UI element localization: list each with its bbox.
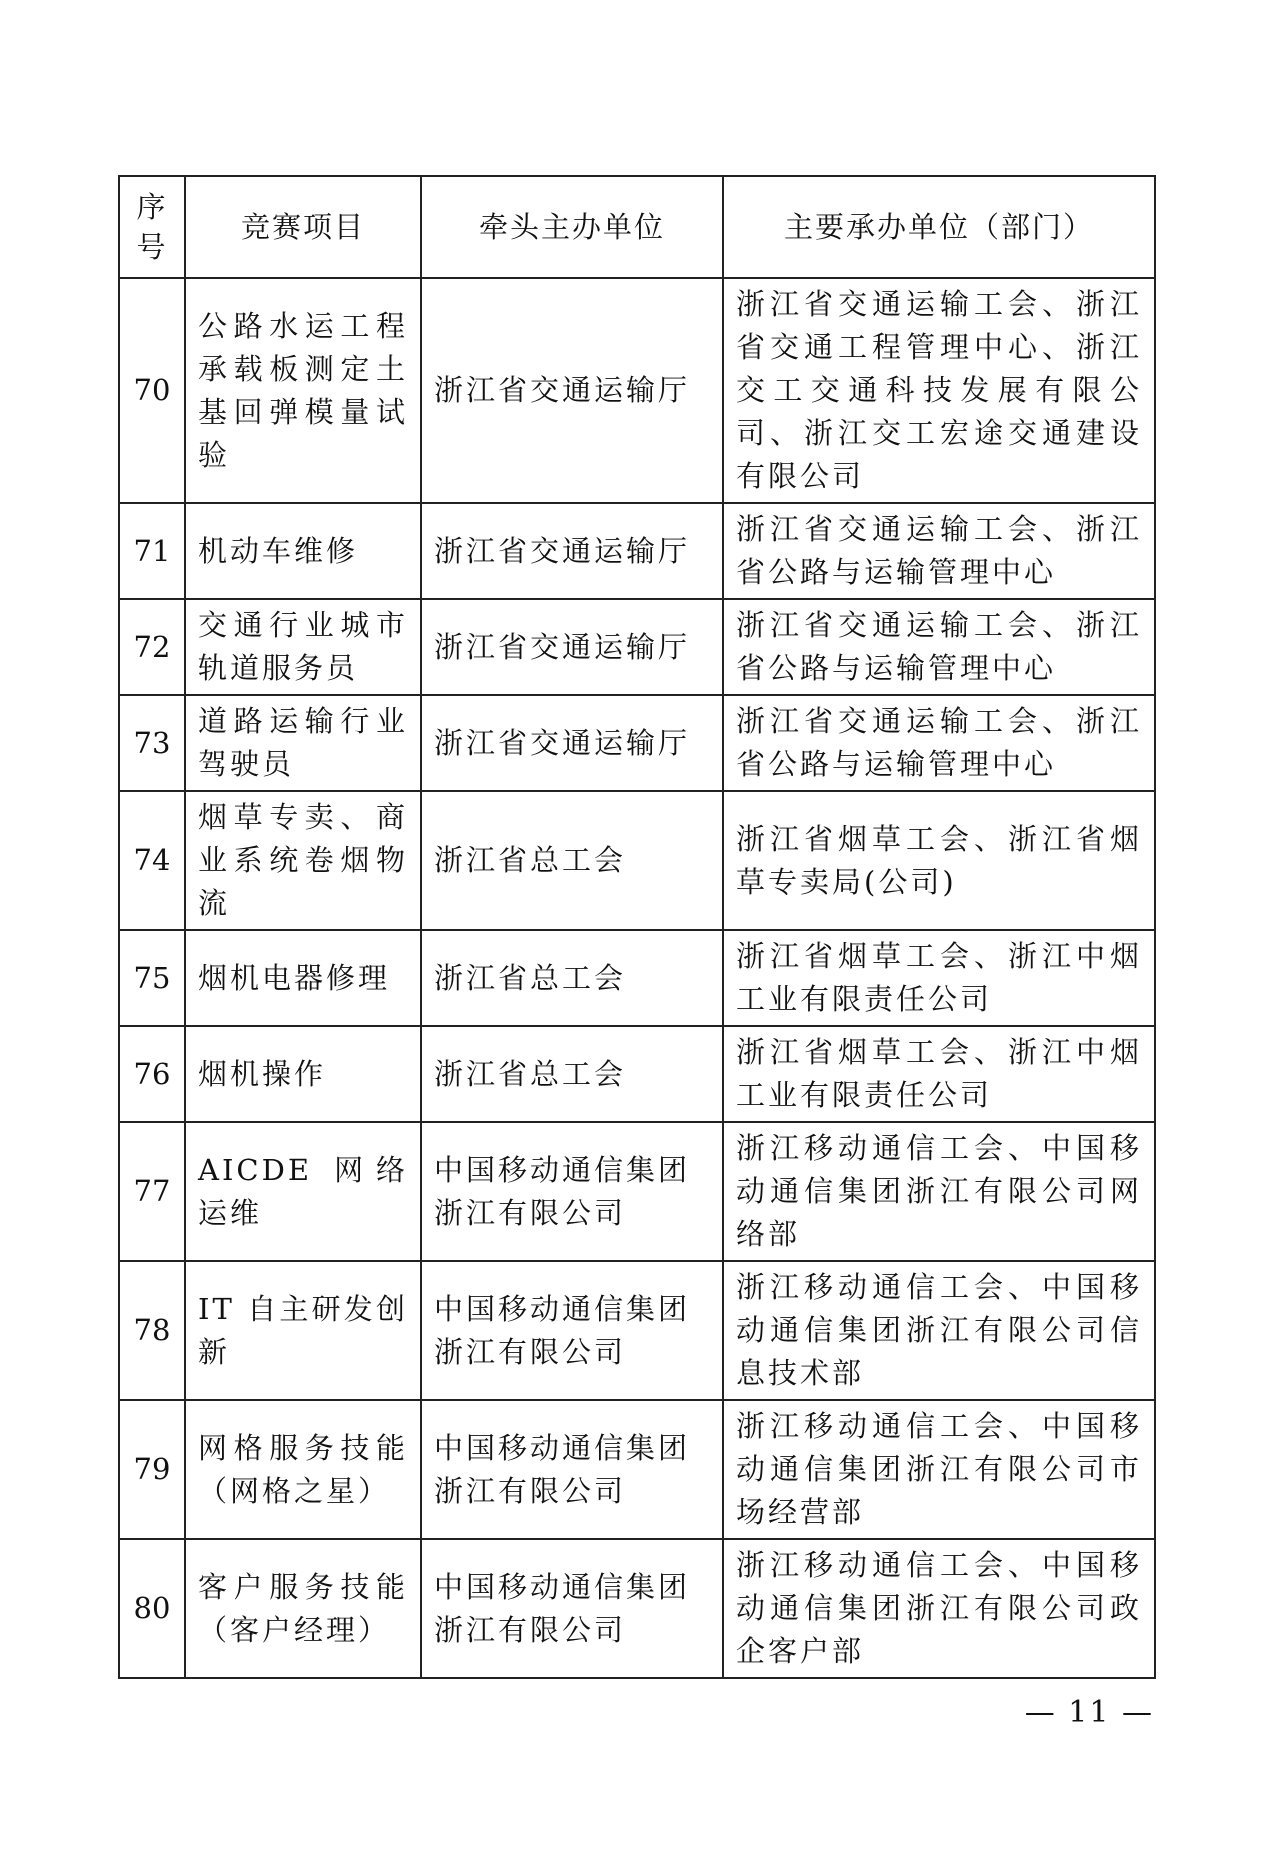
table-row: [119, 1122, 1155, 1261]
row-project: IT 自主研发创新: [185, 1261, 421, 1400]
row-main-organizer: 浙江移动通信工会、中国移动通信集团浙江有限公司信息技术部: [723, 1261, 1155, 1400]
row-lead-organizer: 中国移动通信集团浙江有限公司: [421, 1400, 723, 1539]
page-number: — 11 —: [1024, 1695, 1154, 1730]
row-seq: 75: [119, 930, 185, 1026]
row-main-organizer: 浙江移动通信工会、中国移动通信集团浙江有限公司网络部: [723, 1122, 1155, 1261]
row-lead-organizer: 浙江省交通运输厅: [421, 278, 723, 503]
row-project: 烟草专卖、商业系统卷烟物流: [185, 791, 421, 930]
row-project: 烟机电器修理: [185, 930, 421, 1026]
header-lead-organizer: 牵头主办单位: [421, 176, 723, 278]
table-row: [119, 1261, 1155, 1400]
row-main-organizer: 浙江省烟草工会、浙江省烟草专卖局(公司): [723, 791, 1155, 930]
row-lead-organizer: 中国移动通信集团浙江有限公司: [421, 1539, 723, 1678]
row-seq: 79: [119, 1400, 185, 1539]
row-lead-organizer: 浙江省交通运输厅: [421, 695, 723, 791]
table-row: [119, 1539, 1155, 1678]
table-row: [119, 278, 1155, 503]
row-lead-organizer: 浙江省总工会: [421, 1026, 723, 1122]
table-row: [119, 1400, 1155, 1539]
row-main-organizer: 浙江省交通运输工会、浙江省公路与运输管理中心: [723, 695, 1155, 791]
row-project: 公路水运工程承载板测定土基回弹模量试验: [185, 278, 421, 503]
row-seq: 71: [119, 503, 185, 599]
row-seq: 80: [119, 1539, 185, 1678]
table-row: [119, 695, 1155, 791]
row-main-organizer: 浙江省烟草工会、浙江中烟工业有限责任公司: [723, 1026, 1155, 1122]
row-main-organizer: 浙江省烟草工会、浙江中烟工业有限责任公司: [723, 930, 1155, 1026]
table-row: [119, 599, 1155, 695]
table-row: [119, 1026, 1155, 1122]
row-lead-organizer: 浙江省总工会: [421, 791, 723, 930]
row-project: 网格服务技能（网格之星）: [185, 1400, 421, 1539]
row-seq: 72: [119, 599, 185, 695]
row-main-organizer: 浙江省交通运输工会、浙江省公路与运输管理中心: [723, 503, 1155, 599]
table-row: [119, 503, 1155, 599]
table-header-row: [119, 176, 1155, 278]
row-lead-organizer: 中国移动通信集团浙江有限公司: [421, 1122, 723, 1261]
row-lead-organizer: 浙江省交通运输厅: [421, 503, 723, 599]
row-project: 交通行业城市轨道服务员: [185, 599, 421, 695]
header-main-organizer: 主要承办单位（部门）: [723, 176, 1155, 278]
header-project: 竞赛项目: [185, 176, 421, 278]
table-row: [119, 791, 1155, 930]
row-seq: 78: [119, 1261, 185, 1400]
header-seq: 序号: [119, 176, 185, 278]
row-main-organizer: 浙江省交通运输工会、浙江省公路与运输管理中心: [723, 599, 1155, 695]
row-seq: 70: [119, 278, 185, 503]
row-main-organizer: 浙江移动通信工会、中国移动通信集团浙江有限公司政企客户部: [723, 1539, 1155, 1678]
row-project: 烟机操作: [185, 1026, 421, 1122]
row-lead-organizer: 中国移动通信集团浙江有限公司: [421, 1261, 723, 1400]
row-main-organizer: 浙江省交通运输工会、浙江省交通工程管理中心、浙江交工交通科技发展有限公司、浙江交工宏途交通建设有限公司: [723, 278, 1155, 503]
row-project: 客户服务技能（客户经理）: [185, 1539, 421, 1678]
row-seq: 76: [119, 1026, 185, 1122]
competition-table: [118, 175, 1156, 1679]
row-seq: 73: [119, 695, 185, 791]
row-project: 机动车维修: [185, 503, 421, 599]
row-project: AICDE 网络运维: [185, 1122, 421, 1261]
row-lead-organizer: 浙江省总工会: [421, 930, 723, 1026]
row-seq: 74: [119, 791, 185, 930]
table-row: [119, 930, 1155, 1026]
row-project: 道路运输行业驾驶员: [185, 695, 421, 791]
row-main-organizer: 浙江移动通信工会、中国移动通信集团浙江有限公司市场经营部: [723, 1400, 1155, 1539]
row-seq: 77: [119, 1122, 185, 1261]
row-lead-organizer: 浙江省交通运输厅: [421, 599, 723, 695]
